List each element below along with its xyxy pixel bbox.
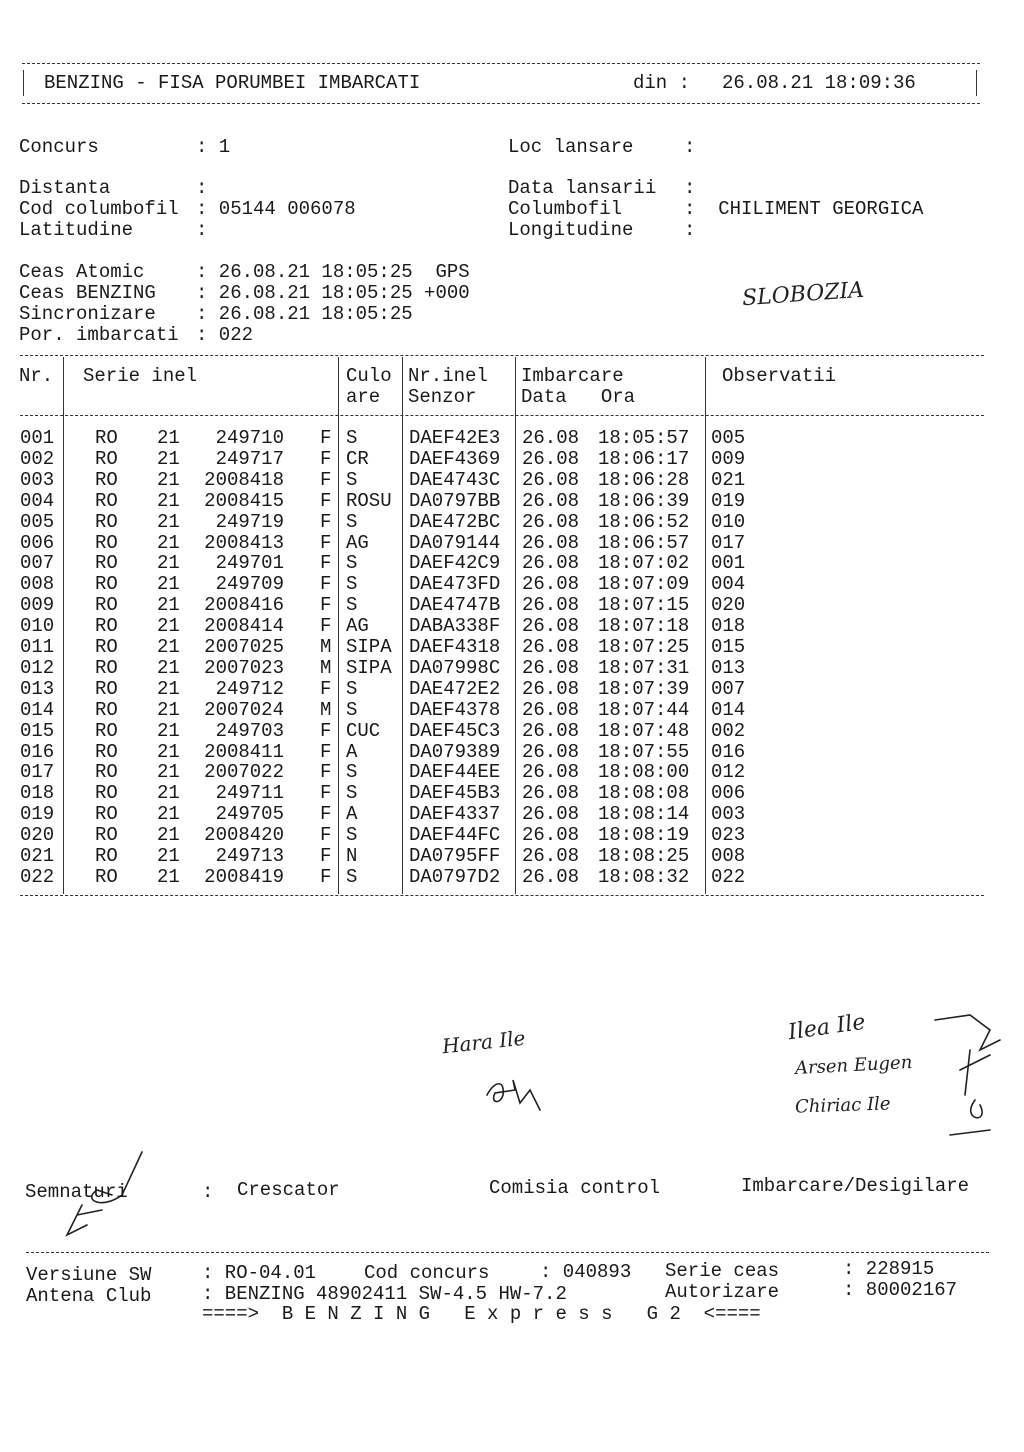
imbarcare-data: 26.08 bbox=[522, 824, 580, 847]
serie-ceas-value: : 228915 bbox=[843, 1258, 935, 1280]
row-nr: 015 bbox=[20, 719, 55, 742]
senzor: DAEF44FC bbox=[409, 824, 501, 847]
sincronizare-value: : 26.08.21 18:05:25 bbox=[196, 303, 413, 325]
serie-country: RO bbox=[95, 845, 118, 867]
senzor: DA079144 bbox=[409, 531, 501, 554]
observatii: 009 bbox=[711, 447, 746, 470]
serie-number: 2007024 bbox=[204, 698, 284, 721]
imbarcare-ora: 18:06:57 bbox=[598, 531, 690, 554]
serie-year: 21 bbox=[157, 656, 180, 679]
row-nr: 022 bbox=[20, 865, 55, 888]
versiune-label: Versiune SW bbox=[26, 1264, 152, 1286]
culoare: CR bbox=[346, 447, 369, 470]
semnaturi-colon: : bbox=[202, 1181, 214, 1203]
serie-number: 249709 bbox=[215, 573, 284, 596]
serie-year: 21 bbox=[157, 761, 180, 784]
serie-number: 2007022 bbox=[204, 761, 284, 784]
senzor: DAE4743C bbox=[409, 468, 501, 491]
serie-number: 2008414 bbox=[204, 615, 284, 638]
longitudine-label: Longitudine bbox=[508, 219, 634, 241]
row-nr: 013 bbox=[20, 677, 55, 700]
culoare: S bbox=[346, 698, 358, 721]
imbarcare-ora: 18:08:19 bbox=[598, 824, 690, 847]
observatii: 002 bbox=[711, 719, 746, 742]
imbarcare-data: 26.08 bbox=[522, 803, 580, 826]
imbarcare-ora: 18:07:55 bbox=[598, 740, 690, 763]
serie-year: 21 bbox=[157, 594, 180, 617]
row-nr: 006 bbox=[20, 531, 55, 554]
culoare: S bbox=[346, 468, 358, 491]
culoare: N bbox=[346, 845, 358, 867]
row-nr: 016 bbox=[20, 740, 55, 763]
por-imbarcati-label: Por. imbarcati bbox=[19, 324, 179, 346]
distanta-value: : bbox=[196, 177, 208, 199]
imbarcare-ora: 18:07:09 bbox=[598, 573, 690, 596]
culoare: S bbox=[346, 761, 358, 784]
culoare: S bbox=[346, 427, 358, 449]
senzor: DAEF45C3 bbox=[409, 719, 501, 742]
serie-number: 2008416 bbox=[204, 594, 284, 617]
sex: F bbox=[320, 740, 332, 763]
imbarcare-data: 26.08 bbox=[522, 510, 580, 533]
sex: F bbox=[320, 865, 332, 888]
serie-year: 21 bbox=[157, 510, 180, 533]
imbarcare-ora: 18:08:25 bbox=[598, 845, 690, 867]
observatii: 022 bbox=[711, 865, 746, 888]
cod-concurs-value: : 040893 bbox=[540, 1261, 632, 1283]
concurs-label: Concurs bbox=[19, 136, 99, 158]
imbarcare-ora: 18:07:48 bbox=[598, 719, 690, 742]
serie-year: 21 bbox=[157, 824, 180, 847]
imbarcare-ora: 18:08:14 bbox=[598, 803, 690, 826]
sincronizare-label: Sincronizare bbox=[19, 303, 156, 325]
din-label: din : bbox=[633, 72, 691, 94]
imbarcare-data: 26.08 bbox=[522, 719, 580, 742]
imbarcare-ora: 18:07:31 bbox=[598, 656, 690, 679]
observatii: 001 bbox=[711, 552, 746, 575]
serie-number: 249719 bbox=[215, 510, 284, 533]
serie-year: 21 bbox=[157, 552, 180, 575]
sex: F bbox=[320, 615, 332, 638]
observatii: 010 bbox=[711, 510, 746, 533]
distanta-label: Distanta bbox=[19, 177, 111, 199]
serie-country: RO bbox=[95, 573, 118, 596]
serie-country: RO bbox=[95, 468, 118, 491]
serie-number: 249713 bbox=[215, 845, 284, 867]
observatii: 017 bbox=[711, 531, 746, 554]
col-header-serie: Serie inel bbox=[83, 365, 198, 387]
antena-value: : BENZING 48902411 SW-4.5 HW-7.2 bbox=[202, 1283, 567, 1305]
observatii: 005 bbox=[711, 427, 746, 449]
signature-scribble bbox=[485, 1075, 545, 1115]
senzor: DAEF4369 bbox=[409, 447, 501, 470]
row-nr: 011 bbox=[20, 636, 55, 658]
columbofil-label: Columbofil bbox=[508, 198, 623, 220]
serie-year: 21 bbox=[157, 447, 180, 470]
ceas-atomic-label: Ceas Atomic bbox=[19, 261, 145, 283]
serie-country: RO bbox=[95, 761, 118, 784]
observatii: 015 bbox=[711, 636, 746, 658]
serie-year: 21 bbox=[157, 845, 180, 867]
serie-number: 2007023 bbox=[204, 656, 284, 679]
handwritten-signature: Hara Ile bbox=[440, 1025, 527, 1059]
culoare: S bbox=[346, 510, 358, 533]
sex: F bbox=[320, 719, 332, 742]
senzor: DA07998C bbox=[409, 656, 501, 679]
serie-number: 249710 bbox=[215, 427, 284, 449]
imbarcare-ora: 18:08:32 bbox=[598, 865, 690, 888]
serie-year: 21 bbox=[157, 698, 180, 721]
row-nr: 001 bbox=[20, 427, 55, 449]
handwritten-location: SLOBOZIA bbox=[741, 277, 865, 312]
culoare: SIPA bbox=[346, 636, 392, 658]
observatii: 021 bbox=[711, 468, 746, 491]
col-header-data-ora: Data Ora bbox=[521, 386, 636, 408]
imbarcare-ora: 18:07:18 bbox=[598, 615, 690, 638]
row-nr: 018 bbox=[20, 782, 55, 805]
culoare: S bbox=[346, 573, 358, 596]
versiune-value: : RO-04.01 bbox=[202, 1262, 317, 1284]
imbarcare-data: 26.08 bbox=[522, 615, 580, 638]
row-nr: 019 bbox=[20, 803, 55, 826]
loc-lansare-value: : bbox=[684, 136, 696, 158]
imbarcare-desigilare-label: Imbarcare/Desigilare bbox=[741, 1175, 970, 1197]
serie-country: RO bbox=[95, 719, 118, 742]
serie-country: RO bbox=[95, 427, 118, 449]
senzor: DAE4747B bbox=[409, 594, 501, 617]
serie-number: 2008419 bbox=[204, 865, 284, 888]
imbarcare-data: 26.08 bbox=[522, 656, 580, 679]
table-header-divider bbox=[20, 415, 984, 416]
row-nr: 017 bbox=[20, 761, 55, 784]
serie-country: RO bbox=[95, 698, 118, 721]
serie-number: 249701 bbox=[215, 552, 284, 575]
col-divider bbox=[402, 357, 403, 894]
observatii: 023 bbox=[711, 824, 746, 847]
imbarcare-data: 26.08 bbox=[522, 677, 580, 700]
serie-country: RO bbox=[95, 677, 118, 700]
imbarcare-data: 26.08 bbox=[522, 761, 580, 784]
senzor: DAEF4378 bbox=[409, 698, 501, 721]
sex: F bbox=[320, 761, 332, 784]
imbarcare-ora: 18:06:28 bbox=[598, 468, 690, 491]
header-border-left bbox=[23, 70, 24, 96]
ceas-benzing-value: : 26.08.21 18:05:25 +000 bbox=[196, 282, 470, 304]
serie-year: 21 bbox=[157, 677, 180, 700]
sex: F bbox=[320, 447, 332, 470]
latitudine-value: : bbox=[196, 219, 208, 241]
observatii: 016 bbox=[711, 740, 746, 763]
sex: M bbox=[320, 656, 332, 679]
handwritten-signature: Ilea Ile bbox=[786, 1009, 867, 1046]
row-nr: 004 bbox=[20, 489, 55, 512]
serie-number: 249703 bbox=[215, 719, 284, 742]
comisia-control-label: Comisia control bbox=[489, 1177, 661, 1199]
imbarcare-ora: 18:08:08 bbox=[598, 782, 690, 805]
observatii: 020 bbox=[711, 594, 746, 617]
serie-year: 21 bbox=[157, 468, 180, 491]
serie-country: RO bbox=[95, 740, 118, 763]
culoare: S bbox=[346, 594, 358, 617]
imbarcare-data: 26.08 bbox=[522, 740, 580, 763]
serie-year: 21 bbox=[157, 782, 180, 805]
senzor: DA079389 bbox=[409, 740, 501, 763]
serie-country: RO bbox=[95, 656, 118, 679]
imbarcare-ora: 18:07:02 bbox=[598, 552, 690, 575]
serie-number: 2008415 bbox=[204, 489, 284, 512]
serie-number: 249711 bbox=[215, 782, 284, 805]
serie-year: 21 bbox=[157, 427, 180, 449]
row-nr: 005 bbox=[20, 510, 55, 533]
col-header-observatii: Observatii bbox=[722, 365, 837, 387]
culoare: S bbox=[346, 824, 358, 847]
row-nr: 003 bbox=[20, 468, 55, 491]
col-divider bbox=[705, 357, 706, 894]
sex: F bbox=[320, 594, 332, 617]
loc-lansare-label: Loc lansare bbox=[508, 136, 634, 158]
row-nr: 020 bbox=[20, 824, 55, 847]
imbarcare-data: 26.08 bbox=[522, 865, 580, 888]
serie-country: RO bbox=[95, 824, 118, 847]
imbarcare-ora: 18:05:57 bbox=[598, 427, 690, 449]
col-divider bbox=[515, 357, 516, 894]
serie-country: RO bbox=[95, 447, 118, 470]
serie-country: RO bbox=[95, 489, 118, 512]
imbarcare-ora: 18:06:52 bbox=[598, 510, 690, 533]
culoare: S bbox=[346, 865, 358, 888]
sex: F bbox=[320, 782, 332, 805]
observatii: 008 bbox=[711, 845, 746, 867]
row-nr: 008 bbox=[20, 573, 55, 596]
sex: F bbox=[320, 468, 332, 491]
benzing-banner: ====> B E N Z I N G E x p r e s s G 2 <==== bbox=[202, 1303, 761, 1325]
observatii: 007 bbox=[711, 677, 746, 700]
serie-year: 21 bbox=[157, 740, 180, 763]
imbarcare-ora: 18:08:00 bbox=[598, 761, 690, 784]
sex: F bbox=[320, 677, 332, 700]
serie-number: 2007025 bbox=[204, 636, 284, 658]
senzor: DA0797BB bbox=[409, 489, 501, 512]
row-nr: 009 bbox=[20, 594, 55, 617]
table-border-top bbox=[20, 355, 984, 356]
imbarcare-data: 26.08 bbox=[522, 594, 580, 617]
cod-concurs-label: Cod concurs bbox=[364, 1262, 490, 1284]
sex: F bbox=[320, 824, 332, 847]
data-lansarii-value: : bbox=[684, 177, 696, 199]
serie-country: RO bbox=[95, 865, 118, 888]
culoare: S bbox=[346, 677, 358, 700]
senzor: DAEF42C9 bbox=[409, 552, 501, 575]
serie-country: RO bbox=[95, 552, 118, 575]
serie-country: RO bbox=[95, 803, 118, 826]
serie-year: 21 bbox=[157, 615, 180, 638]
handwritten-signature: Chiriac Ile bbox=[794, 1093, 891, 1118]
serie-country: RO bbox=[95, 594, 118, 617]
observatii: 013 bbox=[711, 656, 746, 679]
imbarcare-data: 26.08 bbox=[522, 427, 580, 449]
imbarcare-ora: 18:07:25 bbox=[598, 636, 690, 658]
sex: M bbox=[320, 636, 332, 658]
longitudine-value: : bbox=[684, 219, 696, 241]
header-border-bottom bbox=[22, 103, 980, 104]
concurs-value: : 1 bbox=[196, 136, 231, 158]
imbarcare-data: 26.08 bbox=[522, 573, 580, 596]
culoare: A bbox=[346, 803, 358, 826]
crescator-label: Crescator bbox=[237, 1179, 340, 1201]
culoare: S bbox=[346, 552, 358, 575]
senzor: DAE473FD bbox=[409, 573, 501, 596]
imbarcare-data: 26.08 bbox=[522, 531, 580, 554]
cod-columbofil-label: Cod columbofil bbox=[19, 198, 179, 220]
serie-number: 2008413 bbox=[204, 531, 284, 554]
row-nr: 021 bbox=[20, 845, 55, 867]
columbofil-value: : CHILIMENT GEORGICA bbox=[684, 198, 924, 220]
footer-divider bbox=[26, 1252, 989, 1253]
sex: M bbox=[320, 698, 332, 721]
col-header-senzor: Senzor bbox=[408, 386, 477, 408]
imbarcare-data: 26.08 bbox=[522, 552, 580, 575]
senzor: DAE472BC bbox=[409, 510, 501, 533]
serie-number: 2008420 bbox=[204, 824, 284, 847]
imbarcare-data: 26.08 bbox=[522, 845, 580, 867]
col-header-nr: Nr. bbox=[19, 365, 54, 387]
serie-number: 2008411 bbox=[204, 740, 284, 763]
serie-country: RO bbox=[95, 636, 118, 658]
senzor: DAEF45B3 bbox=[409, 782, 501, 805]
header-border-right bbox=[976, 70, 977, 96]
observatii: 012 bbox=[711, 761, 746, 784]
sex: F bbox=[320, 531, 332, 554]
observatii: 004 bbox=[711, 573, 746, 596]
serie-year: 21 bbox=[157, 719, 180, 742]
serie-number: 249712 bbox=[215, 677, 284, 700]
antena-label: Antena Club bbox=[26, 1285, 152, 1307]
row-nr: 014 bbox=[20, 698, 55, 721]
senzor: DAEF4318 bbox=[409, 636, 501, 658]
sex: F bbox=[320, 573, 332, 596]
serie-number: 249717 bbox=[215, 447, 284, 470]
row-nr: 007 bbox=[20, 552, 55, 575]
serie-country: RO bbox=[95, 510, 118, 533]
por-imbarcati-value: : 022 bbox=[196, 324, 254, 346]
autorizare-value: : 80002167 bbox=[843, 1279, 958, 1301]
senzor: DA0797D2 bbox=[409, 865, 501, 888]
row-nr: 010 bbox=[20, 615, 55, 638]
imbarcare-ora: 18:07:39 bbox=[598, 677, 690, 700]
ceas-benzing-label: Ceas BENZING bbox=[19, 282, 156, 304]
serie-country: RO bbox=[95, 782, 118, 805]
observatii: 006 bbox=[711, 782, 746, 805]
row-nr: 012 bbox=[20, 656, 55, 679]
signature-scribble bbox=[930, 1010, 1010, 1140]
imbarcare-data: 26.08 bbox=[522, 698, 580, 721]
col-header-culoare-2: are bbox=[346, 386, 381, 408]
imbarcare-data: 26.08 bbox=[522, 636, 580, 658]
sex: F bbox=[320, 552, 332, 575]
sex: F bbox=[320, 803, 332, 826]
report-datetime: 26.08.21 18:09:36 bbox=[722, 72, 916, 94]
senzor: DA0795FF bbox=[409, 845, 501, 867]
col-divider bbox=[63, 357, 64, 894]
serie-year: 21 bbox=[157, 489, 180, 512]
observatii: 019 bbox=[711, 489, 746, 512]
serie-number: 2008418 bbox=[204, 468, 284, 491]
sex: F bbox=[320, 427, 332, 449]
table-border-bottom bbox=[20, 895, 984, 896]
senzor: DABA338F bbox=[409, 615, 501, 638]
latitudine-label: Latitudine bbox=[19, 219, 134, 241]
imbarcare-data: 26.08 bbox=[522, 782, 580, 805]
serie-country: RO bbox=[95, 615, 118, 638]
serie-year: 21 bbox=[157, 636, 180, 658]
observatii: 003 bbox=[711, 803, 746, 826]
autorizare-label: Autorizare bbox=[665, 1281, 780, 1303]
imbarcare-data: 26.08 bbox=[522, 447, 580, 470]
cod-columbofil-value: : 05144 006078 bbox=[196, 198, 356, 220]
serie-year: 21 bbox=[157, 803, 180, 826]
sex: F bbox=[320, 510, 332, 533]
data-lansarii-label: Data lansarii bbox=[508, 177, 657, 199]
culoare: CUC bbox=[346, 719, 381, 742]
observatii: 014 bbox=[711, 698, 746, 721]
row-nr: 002 bbox=[20, 447, 55, 470]
col-header-culoare: Culo bbox=[346, 365, 392, 387]
report-title: BENZING - FISA PORUMBEI IMBARCATI bbox=[44, 72, 421, 94]
culoare: AG bbox=[346, 615, 369, 638]
col-divider bbox=[338, 357, 339, 894]
sex: F bbox=[320, 845, 332, 867]
senzor: DAEF4337 bbox=[409, 803, 501, 826]
culoare: AG bbox=[346, 531, 369, 554]
header-border-top bbox=[22, 63, 980, 64]
observatii: 018 bbox=[711, 615, 746, 638]
senzor: DAE472E2 bbox=[409, 677, 501, 700]
culoare: ROSU bbox=[346, 489, 392, 512]
serie-year: 21 bbox=[157, 531, 180, 554]
imbarcare-data: 26.08 bbox=[522, 489, 580, 512]
handwritten-signature: Arsen Eugen bbox=[794, 1051, 913, 1080]
col-header-inel: Nr.inel bbox=[408, 365, 488, 387]
serie-number: 249705 bbox=[215, 803, 284, 826]
col-header-imbarcare: Imbarcare bbox=[521, 365, 624, 387]
imbarcare-ora: 18:06:39 bbox=[598, 489, 690, 512]
culoare: A bbox=[346, 740, 358, 763]
imbarcare-ora: 18:06:17 bbox=[598, 447, 690, 470]
serie-country: RO bbox=[95, 531, 118, 554]
imbarcare-data: 26.08 bbox=[522, 468, 580, 491]
sex: F bbox=[320, 489, 332, 512]
senzor: DAEF42E3 bbox=[409, 427, 501, 449]
ceas-atomic-value: : 26.08.21 18:05:25 GPS bbox=[196, 261, 470, 283]
serie-ceas-label: Serie ceas bbox=[665, 1260, 780, 1282]
semnaturi-label: Semnaturi bbox=[25, 1181, 128, 1203]
senzor: DAEF44EE bbox=[409, 761, 501, 784]
imbarcare-ora: 18:07:44 bbox=[598, 698, 690, 721]
culoare: S bbox=[346, 782, 358, 805]
serie-year: 21 bbox=[157, 865, 180, 888]
culoare: SIPA bbox=[346, 656, 392, 679]
imbarcare-ora: 18:07:15 bbox=[598, 594, 690, 617]
serie-year: 21 bbox=[157, 573, 180, 596]
